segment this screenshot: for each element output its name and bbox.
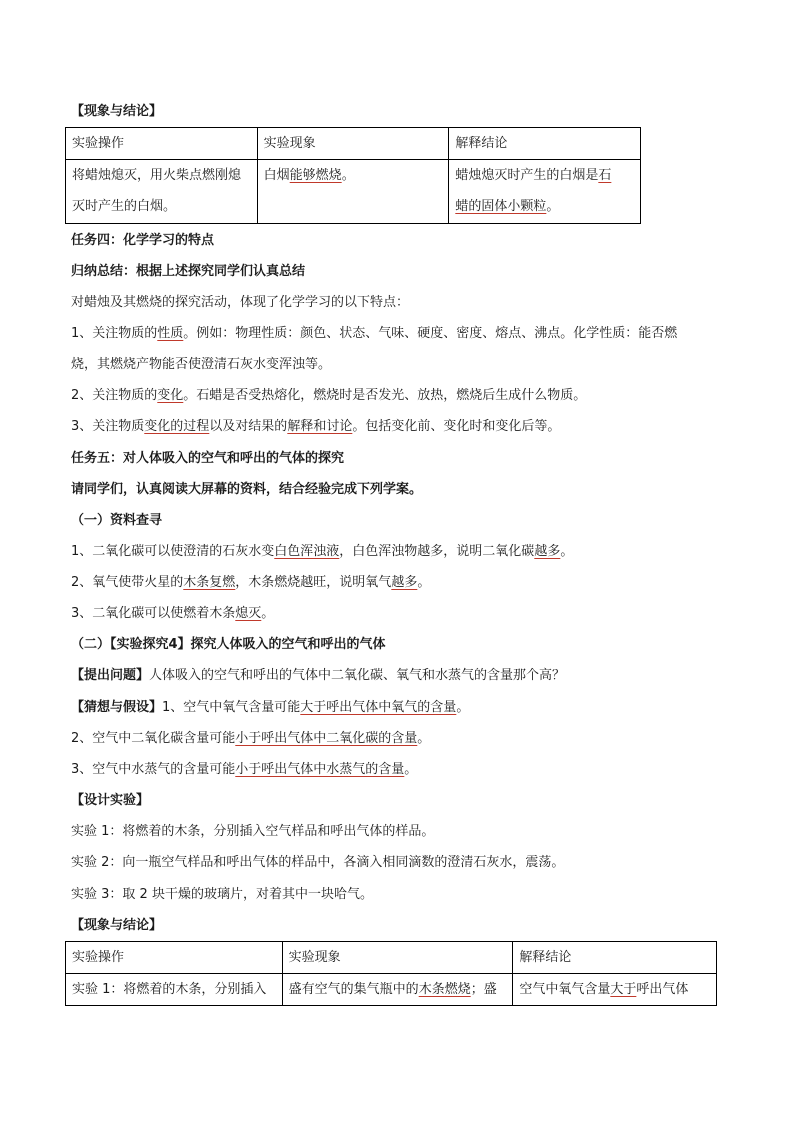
task4-point-1-cont: 烧，其燃烧产物能否使澄清石灰水变浑浊等。 xyxy=(71,357,332,372)
answer-underline: 解释和讨论 xyxy=(287,419,353,434)
answer-underline: 熄灭 xyxy=(235,606,262,621)
task4-title: 任务四：化学学习的特点 xyxy=(71,233,215,248)
task4-point-3: 3、关注物质变化的过程以及对结果的解释和讨论。包括变化前、变化时和变化后等。 xyxy=(71,419,561,434)
answer-underline: 越多 xyxy=(534,544,561,559)
task5-subsection-2: （二）【实验探究4】探究人体吸入的空气和呼出的气体 xyxy=(71,637,386,652)
task4-point-2: 2、关注物质的变化。石蜡是否受热熔化，燃烧时是否发光、放热，燃烧后生成什么物质。 xyxy=(71,388,587,403)
task5-title: 任务五：对人体吸入的空气和呼出的气体的探究 xyxy=(71,451,345,466)
answer-underline: 小于呼出气体中二氧化碳的含量 xyxy=(235,731,418,746)
experiment-1: 实验 1：将燃着的木条，分别插入空气样品和呼出气体的样品。 xyxy=(71,824,435,839)
hypothesis-3: 3、空气中水蒸气的含量可能小于呼出气体中水蒸气的含量。 xyxy=(71,762,418,777)
table-cell-operation: 实验 1：将燃着的木条，分别插入 xyxy=(66,974,283,1006)
answer-underline: 变化的过程 xyxy=(144,419,210,434)
task4-intro: 对蜡烛及其燃烧的探究活动，体现了化学学习的以下特点： xyxy=(71,295,410,310)
answer-underline: 木条燃烧 xyxy=(418,982,471,997)
task5-instruction: 请同学们，认真阅读大屏幕的资料，结合经验完成下列学案。 xyxy=(71,482,423,497)
table-cell-observation: 盛有空气的集气瓶中的木条燃烧；盛 xyxy=(282,974,513,1006)
table-cell-observation: 白烟能够燃烧。 xyxy=(257,160,449,224)
research-item-3: 3、二氧化碳可以使燃着木条熄灭。 xyxy=(71,606,275,621)
answer-underline: 大于 xyxy=(610,982,637,997)
table-header-cell: 实验操作 xyxy=(66,942,283,974)
table-cell-operation: 将蜡烛熄灭，用火柴点燃刚熄 灭时产生的白烟。 xyxy=(66,160,258,224)
answer-underline: 蜡的固体小颗粒 xyxy=(455,199,547,214)
answer-underline: 能够燃烧 xyxy=(289,168,342,183)
answer-underline: 小于呼出气体中水蒸气的含量 xyxy=(235,762,405,777)
design-label: 【设计实验】 xyxy=(71,793,150,808)
answer-underline: 大于呼出气体中氧气的含量 xyxy=(300,700,457,715)
experiment-2: 实验 2：向一瓶空气样品和呼出气体的样品中，各滴入相同滴数的澄清石灰水，震荡。 xyxy=(71,855,565,870)
table-row xyxy=(66,974,717,1006)
answer-underline: 石 xyxy=(598,168,612,183)
answer-underline: 变化 xyxy=(157,388,184,403)
table-row xyxy=(66,160,641,224)
experiment-3: 实验 3：取 2 块干燥的玻璃片，对着其中一块哈气。 xyxy=(71,887,373,902)
table-header-cell: 实验现象 xyxy=(282,942,513,974)
table-header-row xyxy=(66,942,717,974)
question-line: 【提出问题】人体吸入的空气和呼出的气体中二氧化碳、氧气和水蒸气的含量那个高？ xyxy=(71,668,566,683)
answer-underline: 性质 xyxy=(157,326,184,341)
table-header-cell: 解释结论 xyxy=(513,942,717,974)
hypothesis-2: 2、空气中二氧化碳含量可能小于呼出气体中二氧化碳的含量。 xyxy=(71,731,431,746)
answer-underline: 木条复燃 xyxy=(183,575,236,590)
hypothesis-1: 【猜想与假设】1、空气中氧气含量可能大于呼出气体中氧气的含量。 xyxy=(71,700,470,715)
results-table-1 xyxy=(65,127,641,224)
table-cell-conclusion: 蜡烛熄灭时产生的白烟是石 蜡的固体小颗粒。 xyxy=(449,160,641,224)
research-item-2: 2、氧气使带火星的木条复燃，木条燃烧越旺，说明氧气越多。 xyxy=(71,575,431,590)
answer-underline: 越多 xyxy=(391,575,418,590)
table-header-cell: 解释结论 xyxy=(449,128,641,160)
table-header-cell: 实验操作 xyxy=(66,128,258,160)
research-item-1: 1、二氧化碳可以使澄清的石灰水变白色浑浊液，白色浑浊物越多，说明二氧化碳越多。 xyxy=(71,544,574,559)
task5-subsection-1: （一）资料查寻 xyxy=(71,513,163,528)
section-heading-phenomena-2: 【现象与结论】 xyxy=(71,918,163,933)
table-header-row xyxy=(66,128,641,160)
answer-underline: 白色浑浊液 xyxy=(274,544,340,559)
table-header-cell: 实验现象 xyxy=(257,128,449,160)
task4-summary-title: 归纳总结：根据上述探究同学们认真总结 xyxy=(71,264,306,279)
table-cell-conclusion: 空气中氧气含量大于呼出气体 xyxy=(513,974,717,1006)
section-heading-phenomena-1: 【现象与结论】 xyxy=(71,104,163,119)
results-table-2 xyxy=(65,941,717,1006)
task4-point-1: 1、关注物质的性质。例如：物理性质：颜色、状态、气味、硬度、密度、熔点、沸点。化学性质：能否燃 xyxy=(71,326,678,341)
